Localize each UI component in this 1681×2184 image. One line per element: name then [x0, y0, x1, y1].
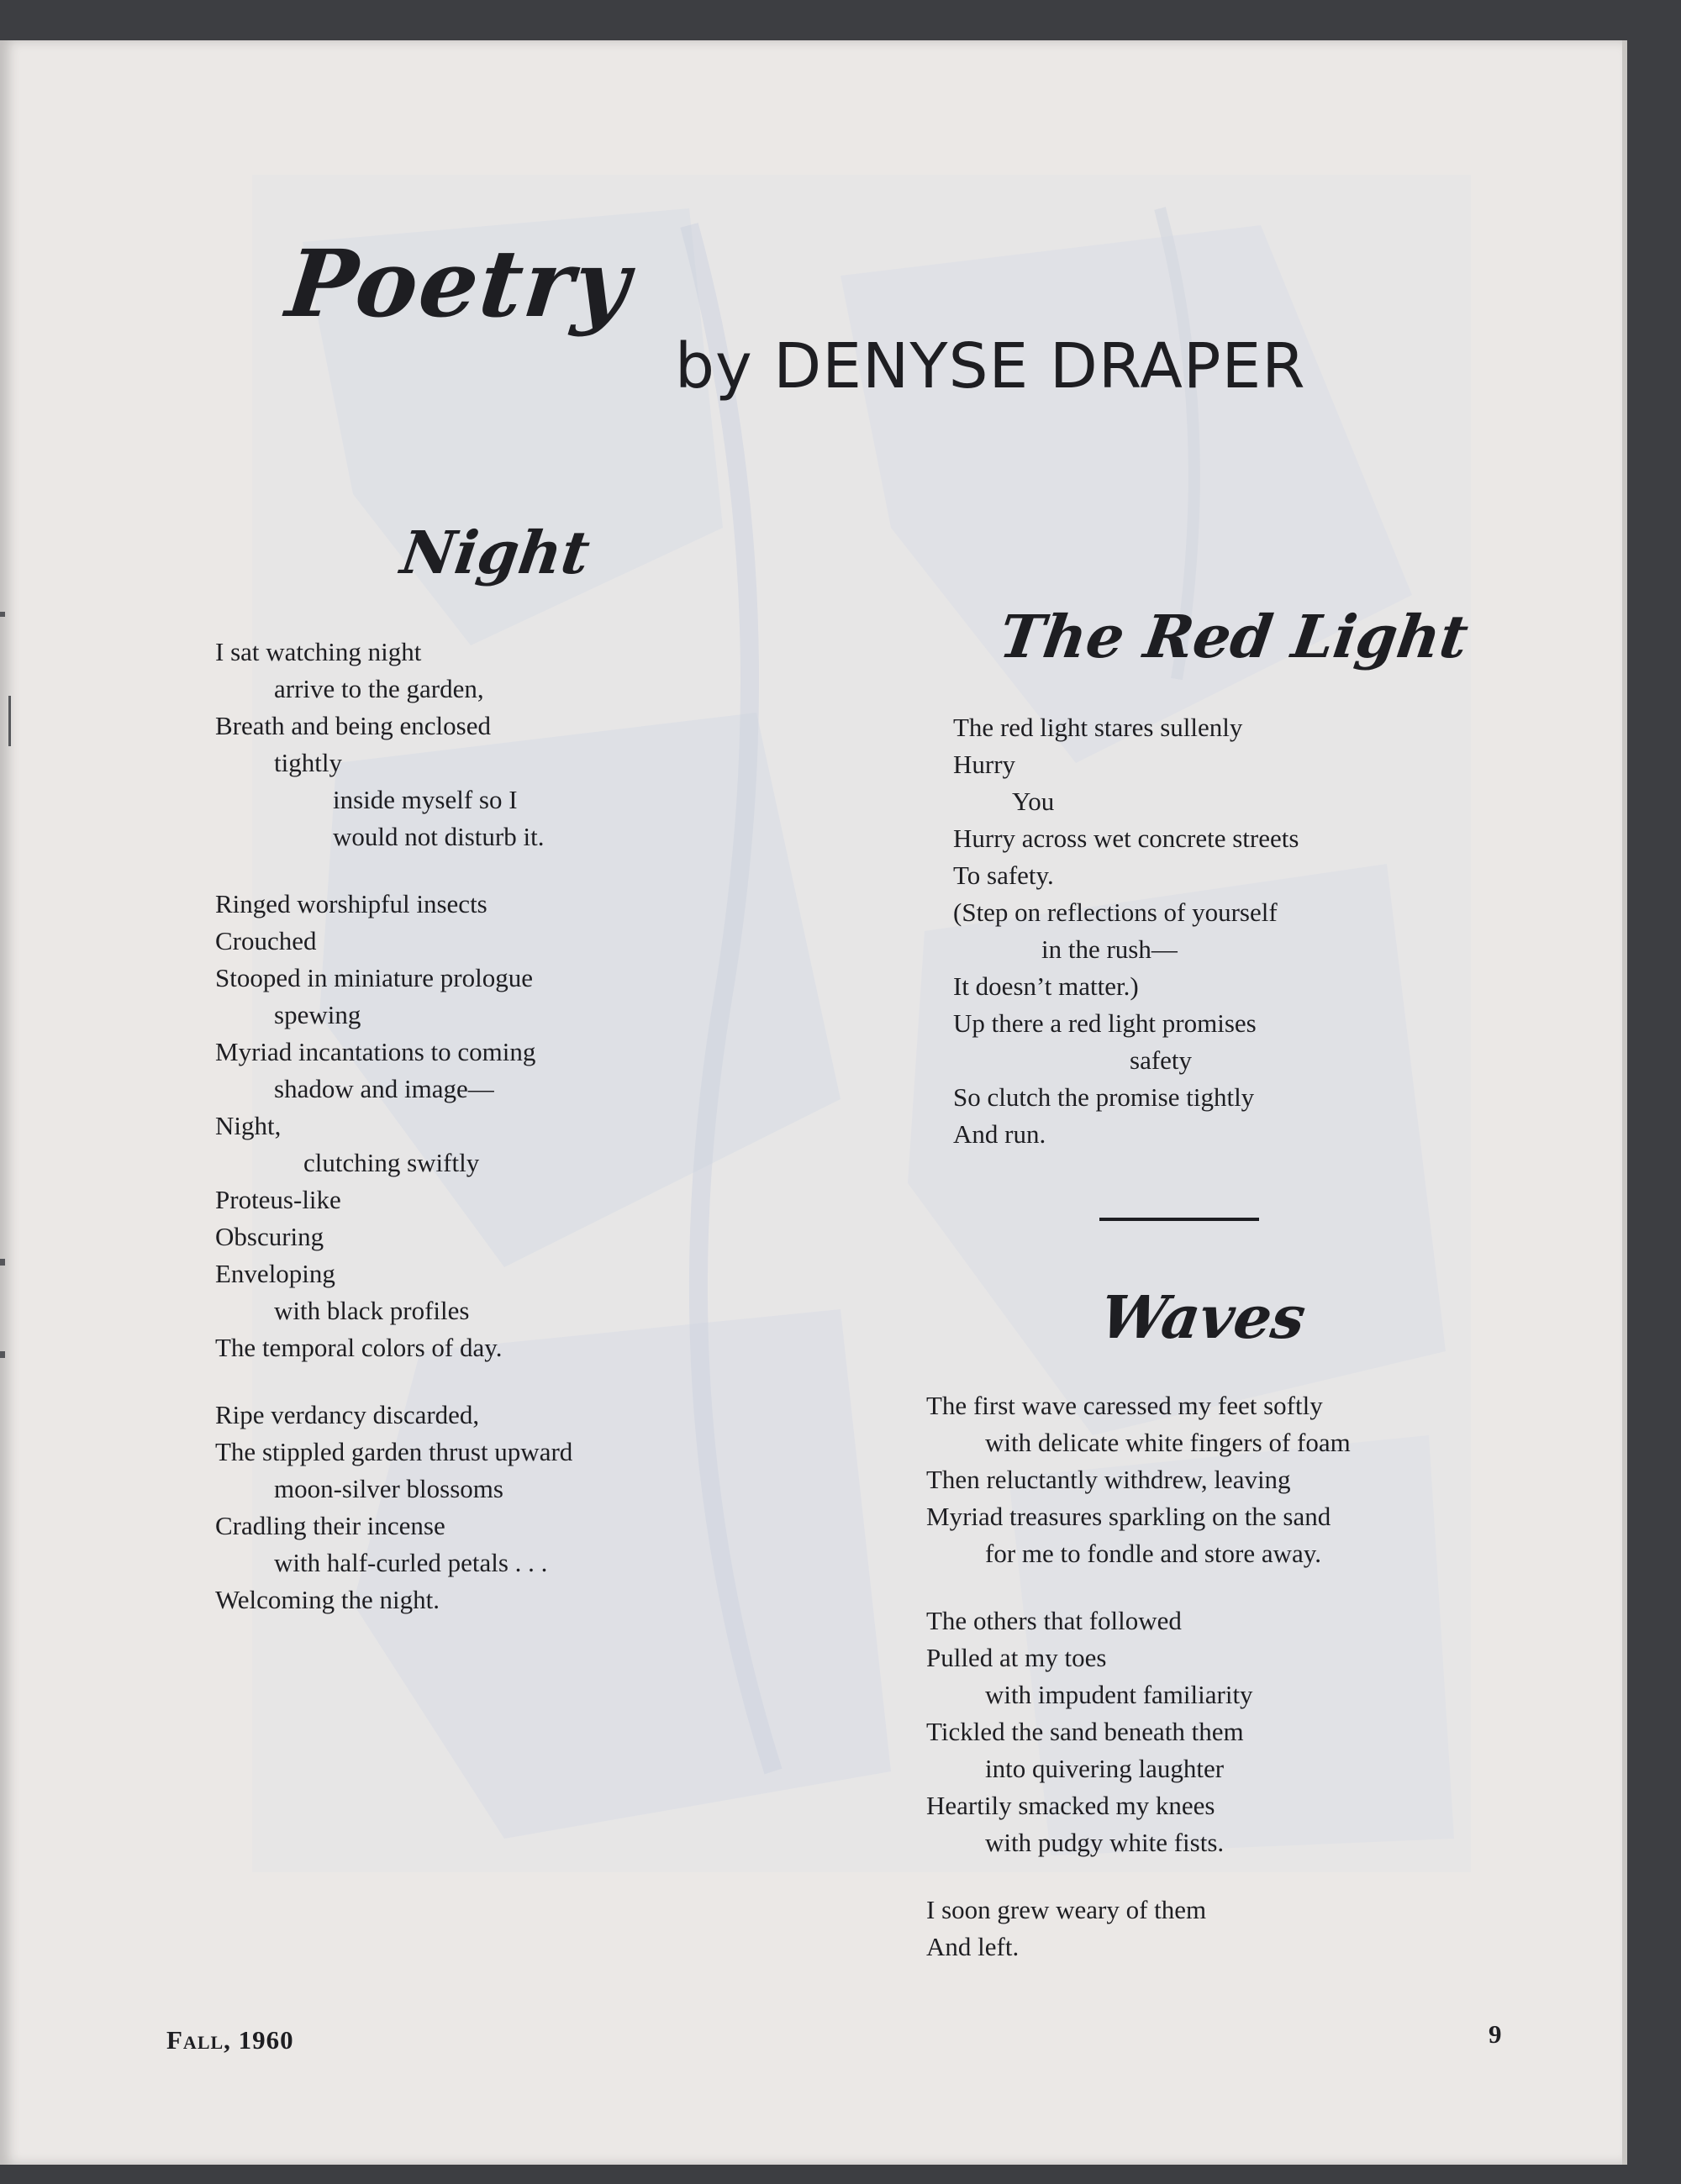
- issue-date: Fall, 1960: [166, 2025, 294, 2055]
- poem-line: (Step on reflections of yourself: [953, 897, 1278, 927]
- binding-staple-mark: [0, 1259, 5, 1266]
- poem-line: Myriad incantations to coming: [215, 1037, 536, 1066]
- poem-line: To safety.: [953, 860, 1054, 890]
- poem-waves: [926, 1387, 1531, 1966]
- poem-line: I soon grew weary of them: [926, 1895, 1207, 1924]
- poem-line: Pulled at my toes: [926, 1643, 1107, 1672]
- magazine-page: [0, 40, 1622, 2165]
- poem-title-red-light: The Red Light: [995, 602, 1473, 671]
- poem-line: clutching swiftly: [303, 1148, 480, 1177]
- poem-line: would not disturb it.: [333, 822, 545, 851]
- poem-line: I sat watching night: [215, 637, 422, 666]
- binding-staple-mark: [0, 1351, 5, 1358]
- poem-night: [215, 634, 736, 1618]
- poem-line: for me to fondle and store away.: [985, 1539, 1321, 1568]
- poem-line: spewing: [274, 1000, 361, 1029]
- poem-line: Cradling their incense: [215, 1511, 445, 1540]
- stanza-break: [215, 855, 736, 886]
- poem-line: The stippled garden thrust upward: [215, 1437, 573, 1466]
- poem-line: with impudent familiarity: [985, 1680, 1253, 1709]
- poem-line: with half-curled petals . . .: [274, 1548, 548, 1577]
- poem-line: So clutch the promise tightly: [953, 1082, 1255, 1112]
- byline: by DENYSE DRAPER: [675, 330, 1306, 403]
- poem-line: And left.: [926, 1932, 1020, 1961]
- poem-line: Breath and being enclosed: [215, 711, 491, 740]
- poem-title-waves: Waves: [1096, 1282, 1310, 1352]
- poem-line: Welcoming the night.: [215, 1585, 440, 1614]
- stanza-break: [215, 1366, 736, 1397]
- poem-line: inside myself so I: [333, 785, 518, 814]
- poem-line: Ripe verdancy discarded,: [215, 1400, 480, 1429]
- poem-line: Myriad treasures sparkling on the sand: [926, 1502, 1331, 1531]
- poem-line: Stooped in miniature prologue: [215, 963, 533, 992]
- poem-line: with black profiles: [274, 1296, 470, 1325]
- poem-line: in the rush—: [1041, 934, 1178, 964]
- poem-line: The temporal colors of day.: [215, 1333, 503, 1362]
- poem-line: Proteus-like: [215, 1185, 341, 1214]
- page-number: 9: [1489, 2019, 1502, 2049]
- stanza-break: [926, 1861, 1531, 1892]
- poem-line: The others that followed: [926, 1606, 1182, 1635]
- poem-line: Obscuring: [215, 1222, 324, 1251]
- page-edge: [1622, 40, 1627, 2165]
- poem-line: Night,: [215, 1111, 282, 1140]
- poem-title-night: Night: [397, 518, 594, 587]
- poem-line: into quivering laughter: [985, 1754, 1225, 1783]
- binding-staple-mark: [8, 696, 11, 746]
- poem-line: Up there a red light promises: [953, 1008, 1257, 1038]
- poem-line: Hurry: [953, 750, 1016, 779]
- section-title: Poetry: [282, 229, 636, 338]
- poem-line: Heartily smacked my knees: [926, 1791, 1215, 1820]
- poem-line: Tickled the sand beneath them: [926, 1717, 1244, 1746]
- poem-line: The red light stares sullenly: [953, 713, 1243, 742]
- poem-line: Crouched: [215, 926, 317, 955]
- poem-line: The first wave caressed my feet softly: [926, 1391, 1323, 1420]
- poem-line: moon-silver blossoms: [274, 1474, 503, 1503]
- poem-line: Hurry across wet concrete streets: [953, 824, 1299, 853]
- poem-line: with pudgy white fists.: [985, 1828, 1225, 1857]
- poem-line: arrive to the garden,: [274, 674, 484, 703]
- poem-red-light: [953, 709, 1474, 1153]
- poem-line: It doesn’t matter.): [953, 971, 1139, 1001]
- poem-line: tightly: [274, 748, 342, 777]
- poem-line: Ringed worshipful insects: [215, 889, 487, 918]
- section-divider: [1099, 1218, 1259, 1221]
- poem-line: Enveloping: [215, 1259, 335, 1288]
- poem-line: safety: [1130, 1045, 1193, 1075]
- binding-staple-mark: [0, 612, 5, 617]
- poem-line: And run.: [953, 1119, 1046, 1149]
- poem-line: shadow and image—: [274, 1074, 494, 1103]
- poem-line: with delicate white fingers of foam: [985, 1428, 1351, 1457]
- poem-line: You: [1012, 787, 1055, 816]
- poem-line: Then reluctantly withdrew, leaving: [926, 1465, 1291, 1494]
- stanza-break: [926, 1572, 1531, 1602]
